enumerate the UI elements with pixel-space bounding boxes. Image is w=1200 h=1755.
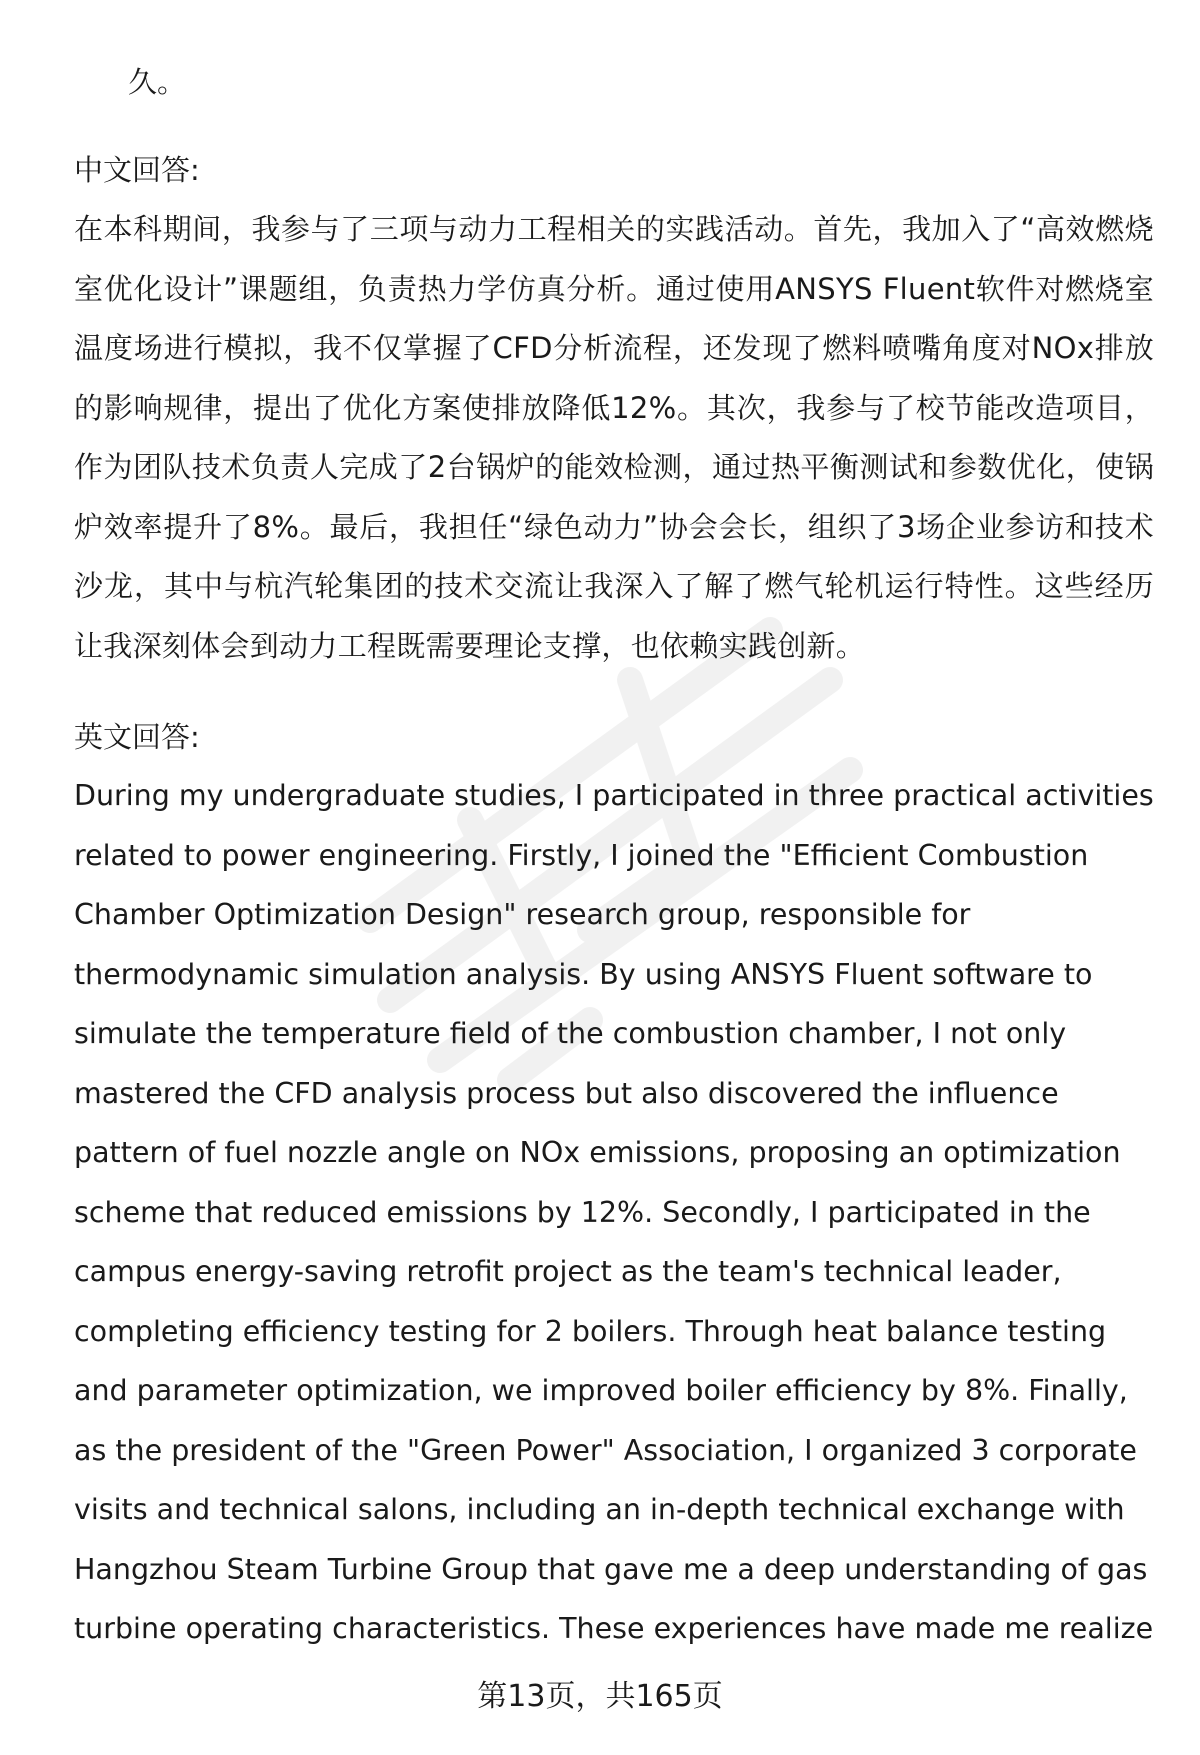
page-number-footer: 第13页，共165页 [477,1679,723,1714]
english-answer-paragraph: During my undergraduate studies, I participated in three practical activities related to power engineering. Firstly, I joined the "Efficient Combustion Chamber Optimization Design" research group, responsible for thermodynamic simulation analysis. By using ANSYS Fluent software to simulate the temperature field of the combustion chamber, I not only mastered the CFD analysis process but also discovered the influence pattern of fuel nozzle angle on NOx emissions, proposing an optimization scheme that reduced emissions by 12%. Secondly, I participated in the campus energy-saving retrofit project as the team's technical leader, completing efficiency testing for 2 boilers. Through heat balance testing and parameter optimization, we improved boiler efficiency by 8%. Finally, as the president of the "Green Power" Association, I organized 3 corporate visits and technical salons, including an in-depth technical exchange with Hangzhou Steam Turbine Group that gave me a deep understanding of gas turbine operating characteristics. These experiences have made me realize [74,779,1154,1645]
continuation-text: 久。 [128,65,187,99]
chinese-answer-heading: 中文回答: [74,153,200,187]
chinese-answer-paragraph: 在本科期间，我参与了三项与动力工程相关的实践活动。首先，我加入了“高效燃烧室优化设计”课题组，负责热力学仿真分析。通过使用ANSYS Fluent软件对燃烧室温度场进行模拟，我不仅掌握了CFD分析流程，还发现了燃料喷嘴角度对NOx排放的影响规律，提出了优化方案使排放降低12%。其次，我参与了校节能改造项目，作为团队技术负责人完成了2台锅炉的能效检测，通过热平衡测试和参数优化，使锅炉效率提升了8%。最后，我担任“绿色动力”协会会长，组织了3场企业参访和技术沙龙，其中与杭汽轮集团的技术交流让我深入了解了燃气轮机运行特性。这些经历让我深刻体会到动力工程既需要理论支撑，也依赖实践创新。 [74,212,1154,663]
english-answer-heading: 英文回答: [74,720,200,754]
